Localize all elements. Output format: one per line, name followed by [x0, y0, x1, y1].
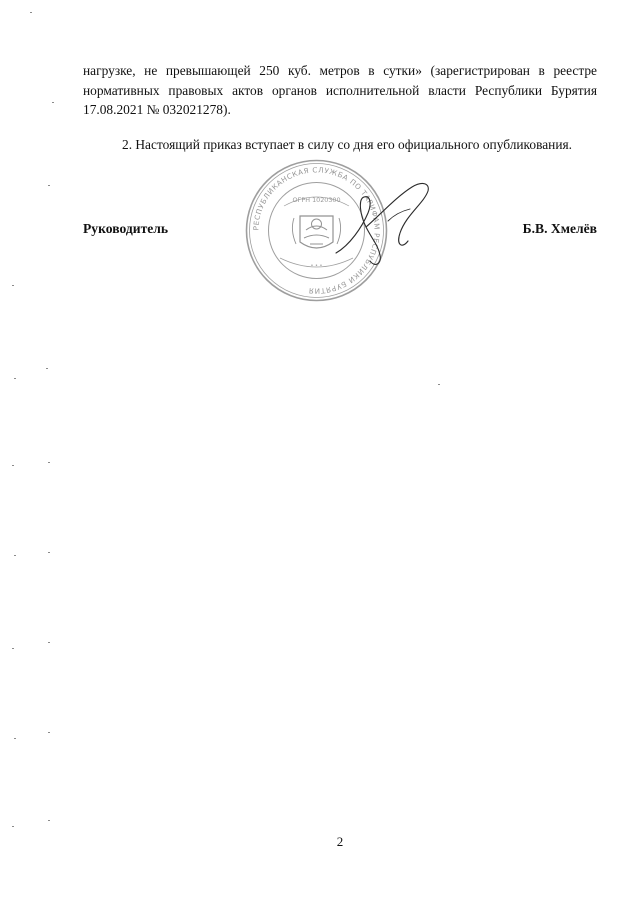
scan-speck [12, 826, 14, 827]
scan-speck [46, 368, 48, 369]
scan-speck [48, 642, 50, 643]
scan-speck [12, 648, 14, 649]
scan-speck [14, 378, 16, 379]
seal-outer-text: РЕСПУБЛИКАНСКАЯ СЛУЖБА ПО ТАРИФАМ РЕСПУБЛИКИ БУРЯТИЯ [251, 165, 382, 296]
scan-speck [14, 738, 16, 739]
scan-speck [52, 102, 54, 103]
signer-name: Б.В. Хмелёв [522, 221, 597, 236]
scan-speck [438, 384, 440, 385]
svg-text:• • •: • • • [310, 263, 323, 269]
signer-title: Руководитель [83, 221, 169, 236]
scan-speck [48, 732, 50, 733]
scan-speck [12, 465, 14, 466]
page-number: 2 [336, 834, 344, 849]
scan-speck [48, 820, 50, 821]
scan-speck [12, 285, 14, 286]
scan-speck [48, 552, 50, 553]
scan-speck [14, 555, 16, 556]
paragraph-item-2: 2. Настоящий приказ вступает в силу со дня его официального опубликования. [122, 137, 572, 152]
scan-speck [48, 462, 50, 463]
seal-inner-text: ОГРН 1020300 [292, 196, 341, 204]
paragraph-continuation: нагрузке, не превышающей 250 куб. метров в сутки» (зарегистрирован в реестре нормативных правовых актов органов исполнительной власти Республики Бурятия 17.08.2021 № 032021278). [83, 63, 597, 117]
scan-speck [48, 185, 50, 186]
handwritten-signature-icon [330, 175, 440, 270]
scan-speck [30, 12, 32, 13]
